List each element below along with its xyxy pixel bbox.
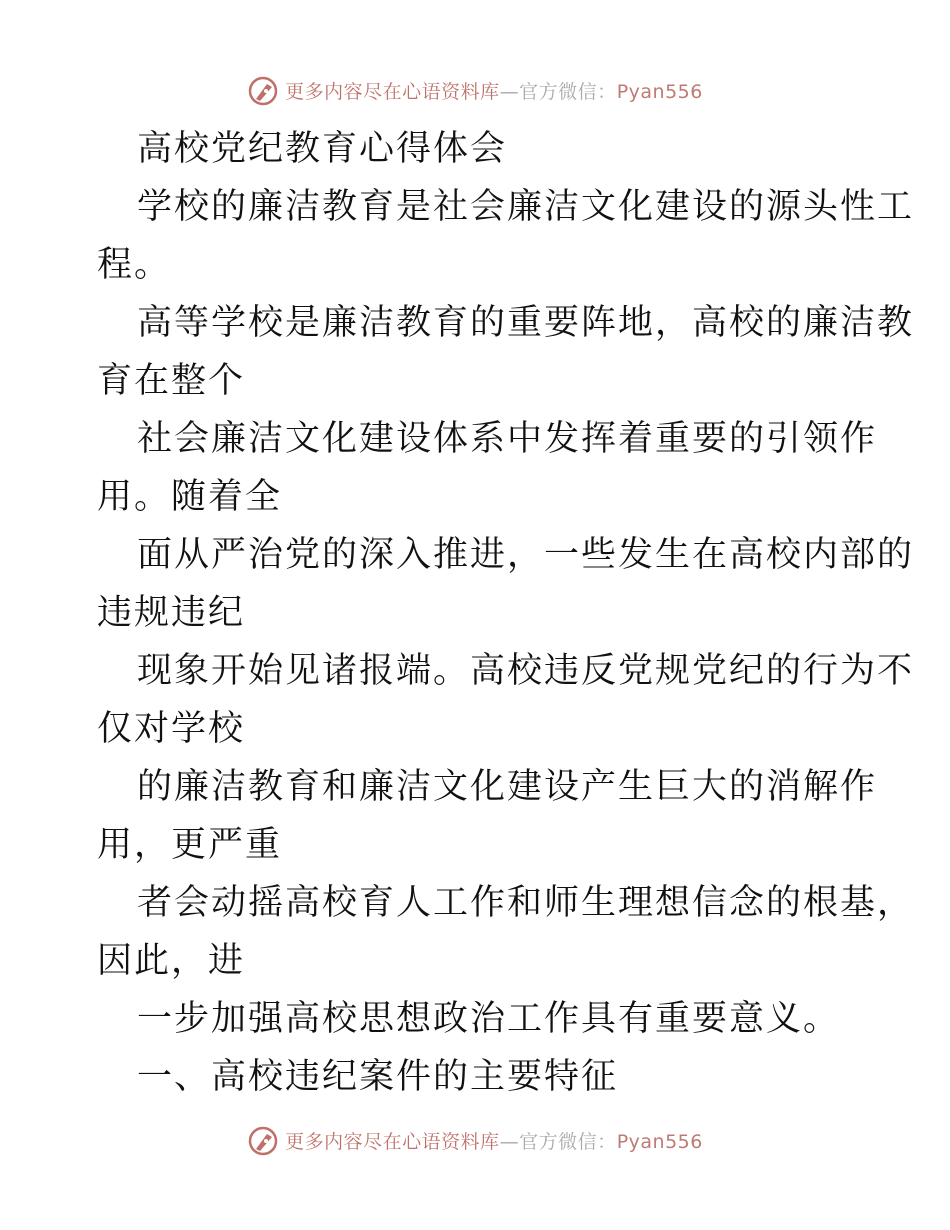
banner-dash: — (499, 1130, 520, 1153)
paragraph-line: 现象开始见诸报端。高校违反党规党纪的行为不 (137, 651, 915, 691)
paragraph-line: 面从严治党的深入推进，一些发生在高校内部的 (137, 535, 915, 575)
paragraph-line: 高等学校是廉洁教育的重要阵地，高校的廉洁教 (137, 303, 915, 343)
banner-contact-label: 官方微信： (519, 1130, 617, 1153)
banner-wechat-id: Pyan556 (616, 1130, 703, 1153)
document-title: 高校党纪教育心得体会 (137, 129, 508, 169)
pen-nib-circle-icon (247, 1124, 279, 1156)
paragraph-line: 一步加强高校思想政治工作具有重要意义。 (137, 999, 841, 1039)
paragraph-line: 的廉洁教育和廉洁文化建设产生巨大的消解作 (137, 767, 878, 807)
banner-brand: 更多内容尽在心语资料库 (285, 1130, 500, 1153)
paragraph-line: 因此，进 (97, 941, 246, 981)
pen-nib-circle-icon (247, 74, 279, 106)
paragraph-line: 者会动摇高校育人工作和师生理想信念的根基， (137, 883, 915, 923)
banner-dash: — (499, 80, 520, 103)
paragraph-line: 违规违纪 (97, 593, 246, 633)
paragraph-line: 用。随着全 (97, 477, 283, 517)
header-banner-text (285, 77, 703, 104)
paragraph-line: 学校的廉洁教育是社会廉洁文化建设的源头性工 (137, 187, 915, 227)
footer-banner-text (285, 1127, 703, 1154)
footer-banner (0, 1120, 950, 1160)
paragraph-line: 仅对学校 (97, 709, 246, 749)
banner-contact-label: 官方微信： (519, 80, 617, 103)
paragraph-line: 程。 (97, 245, 172, 285)
paragraph-line: 育在整个 (97, 361, 246, 401)
banner-brand: 更多内容尽在心语资料库 (285, 80, 500, 103)
document-body (97, 120, 915, 1106)
paragraph-line: 用，更严重 (97, 825, 283, 865)
header-banner (0, 70, 950, 110)
section-heading: 一、高校违纪案件的主要特征 (137, 1057, 619, 1097)
paragraph-line: 社会廉洁文化建设体系中发挥着重要的引领作 (137, 419, 878, 459)
banner-wechat-id: Pyan556 (616, 80, 703, 103)
